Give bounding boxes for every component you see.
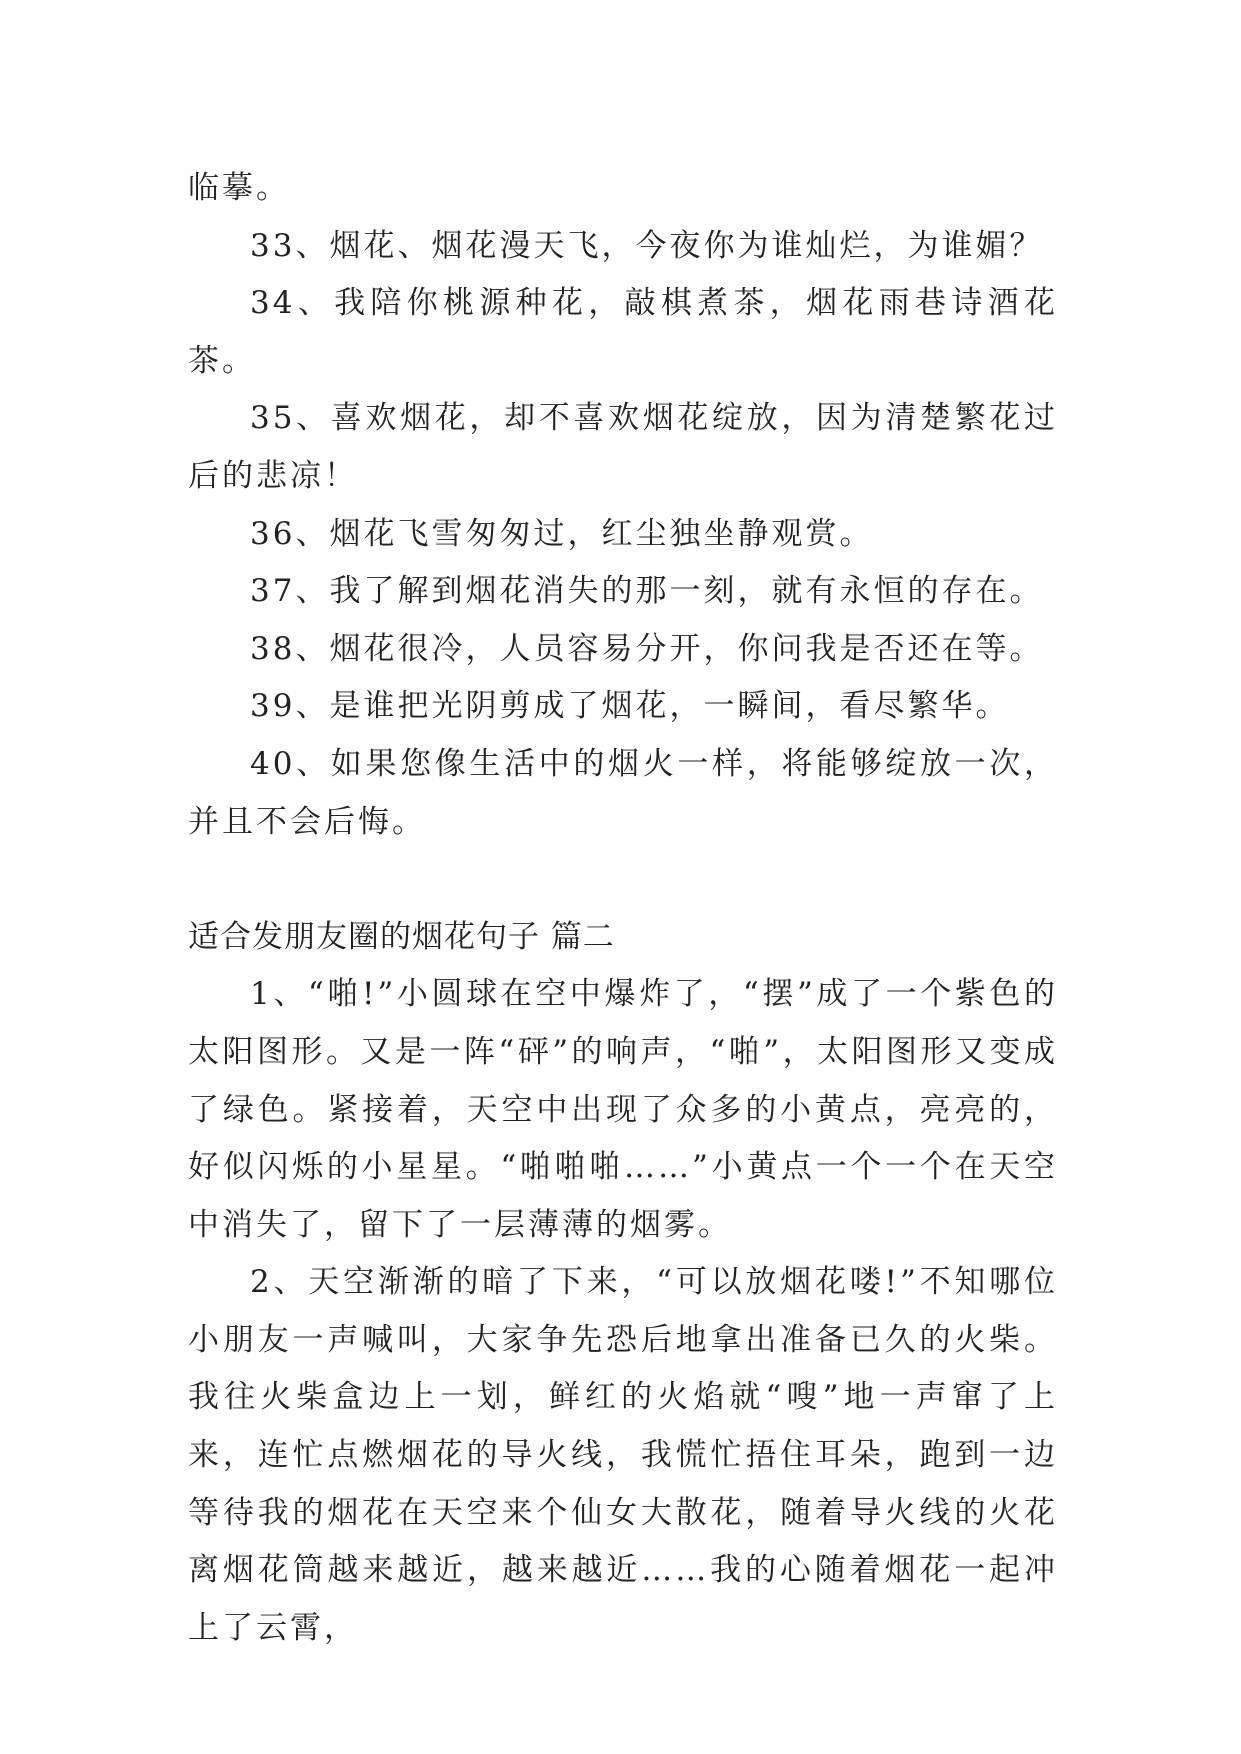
list-item: 33、烟花、烟花漫天飞，今夜你为谁灿烂，为谁媚？ <box>250 227 1044 264</box>
list-item: 1、“啪!”小圆球在空中爆炸了，“摆”成了一个紫色的太阳图形。又是一阵“砰”的响声，“啪”，太阳图形又变成了绿色。紧接着，天空中出现了众多的小黄点，亮亮的，好似闪烁的小星星。“啪啪啪……”小黄点一个一个在天空中消失了，留下了一层薄薄的烟雾。 <box>188 976 1058 1243</box>
list-item: 37、我了解到烟花消失的那一刻，就有永恒的存在。 <box>250 573 1044 610</box>
list-item: 38、烟花很冷，人员容易分开，你问我是否还在等。 <box>250 630 1044 667</box>
list-item: 35、喜欢烟花，却不喜欢烟花绽放，因为清楚繁花过后的悲凉！ <box>188 400 1058 494</box>
list-item: 34、我陪你桃源种花，敲棋煮茶，烟花雨巷诗酒花茶。 <box>188 285 1058 379</box>
document-body <box>188 160 1058 1657</box>
list-item: 40、如果您像生活中的烟火一样，将能够绽放一次，并且不会后悔。 <box>188 745 1058 840</box>
continuation-text: 临摹。 <box>188 170 290 206</box>
list-item: 39、是谁把光阴剪成了烟花，一瞬间，看尽繁华。 <box>250 688 1010 725</box>
section-title: 适合发朋友圈的烟花句子 篇二 <box>188 918 615 955</box>
list-item: 36、烟花飞雪匆匆过，红尘独坐静观赏。 <box>250 515 874 552</box>
section-spacer <box>188 851 1058 909</box>
list-item: 2、天空渐渐的暗了下来，“可以放烟花喽!”不知哪位小朋友一声喊叫，大家争先恐后地拿出准备已久的火柴。我往火柴盒边上一划，鲜红的火焰就“嗖”地一声窜了上来，连忙点燃烟花的导火线，我慌忙捂住耳朵，跑到一边等待我的烟花在天空来个仙女大散花，随着导火线的火花离烟花筒越来越近，越来越近……我的心随着烟花一起冲上了云霄， <box>188 1264 1058 1646</box>
